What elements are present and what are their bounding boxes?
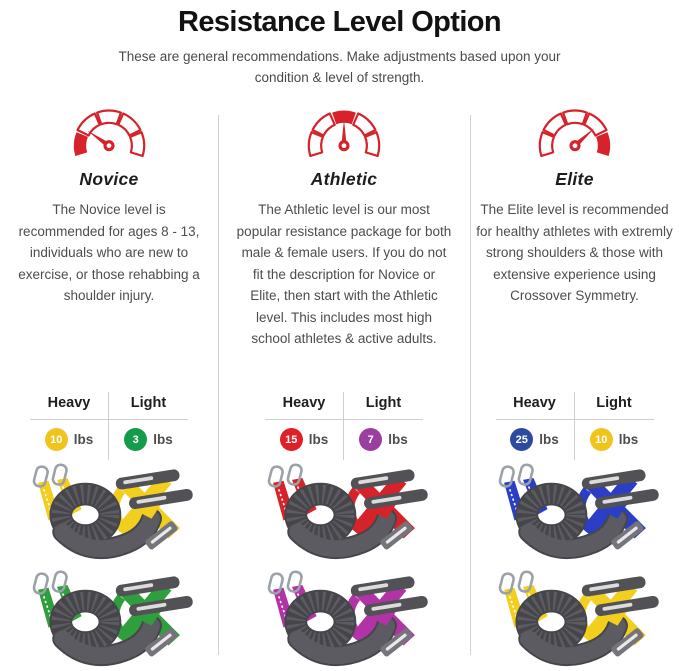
level-description: The Athletic level is our most popular resistance package for both male & female users. If you do not fit the description for Novice or Elite, then start with the Athletic level. This includes most high school athletes & active adults. [236, 202, 452, 346]
product-photo-heavy-band [8, 460, 210, 564]
table-header-light: Light [344, 392, 423, 420]
weight-unit: lbs [539, 432, 559, 447]
table-cell-heavy [496, 420, 575, 460]
product-photo-light-band [243, 567, 445, 671]
weight-badge: 3 [124, 428, 147, 451]
table-cell-heavy [265, 420, 344, 460]
table-header-heavy: Heavy [30, 392, 109, 420]
gauge-low-icon [0, 100, 218, 157]
weight-unit: lbs [308, 432, 329, 447]
weight-badge: 15 [280, 428, 303, 451]
resistance-table [265, 392, 423, 460]
table-cell-heavy [30, 420, 109, 460]
product-photo-light-band [474, 567, 676, 671]
weight-badge: 10 [590, 428, 613, 451]
table-cell-light [575, 420, 654, 460]
level-description: The Novice level is recommended for ages 8 - 13, individuals who are new to exercise, or those rehabbing a shoulder injury. [18, 202, 200, 303]
column-elite [470, 100, 679, 670]
page-title: Resistance Level Option [177, 6, 502, 38]
weight-unit: lbs [153, 432, 173, 447]
level-title: Novice [79, 169, 139, 189]
product-photo-light-band [8, 567, 210, 671]
gauge-mid-icon [218, 100, 470, 157]
product-photo-heavy-band [243, 460, 445, 564]
weight-badge: 25 [510, 428, 533, 451]
page-subtitle: These are general recommendations. Make adjustments based upon your condition & level of strength. [118, 49, 561, 85]
weight-unit: lbs [73, 432, 94, 447]
level-title: Elite [555, 169, 594, 189]
table-cell-light [109, 420, 188, 460]
weight-badge: 7 [359, 428, 382, 451]
levels-section [0, 100, 679, 670]
table-header-light: Light [575, 392, 654, 420]
resistance-table [496, 392, 654, 460]
weight-unit: lbs [618, 432, 639, 447]
table-cell-light [344, 420, 423, 460]
level-description: The Elite level is recommended for healthy athletes with extremly strong shoulders & those with extensive experience using Crossover Symmetry. [476, 202, 673, 303]
table-header-heavy: Heavy [496, 392, 575, 420]
column-athletic [218, 100, 470, 670]
weight-badge: 10 [45, 428, 68, 451]
table-header-heavy: Heavy [265, 392, 344, 420]
resistance-table [30, 392, 188, 460]
weight-unit: lbs [388, 432, 408, 447]
header [0, 0, 679, 88]
level-title: Athletic [310, 169, 378, 189]
gauge-high-icon [470, 100, 679, 157]
table-header-light: Light [109, 392, 188, 420]
column-novice [0, 100, 218, 670]
product-photo-heavy-band [474, 460, 676, 564]
